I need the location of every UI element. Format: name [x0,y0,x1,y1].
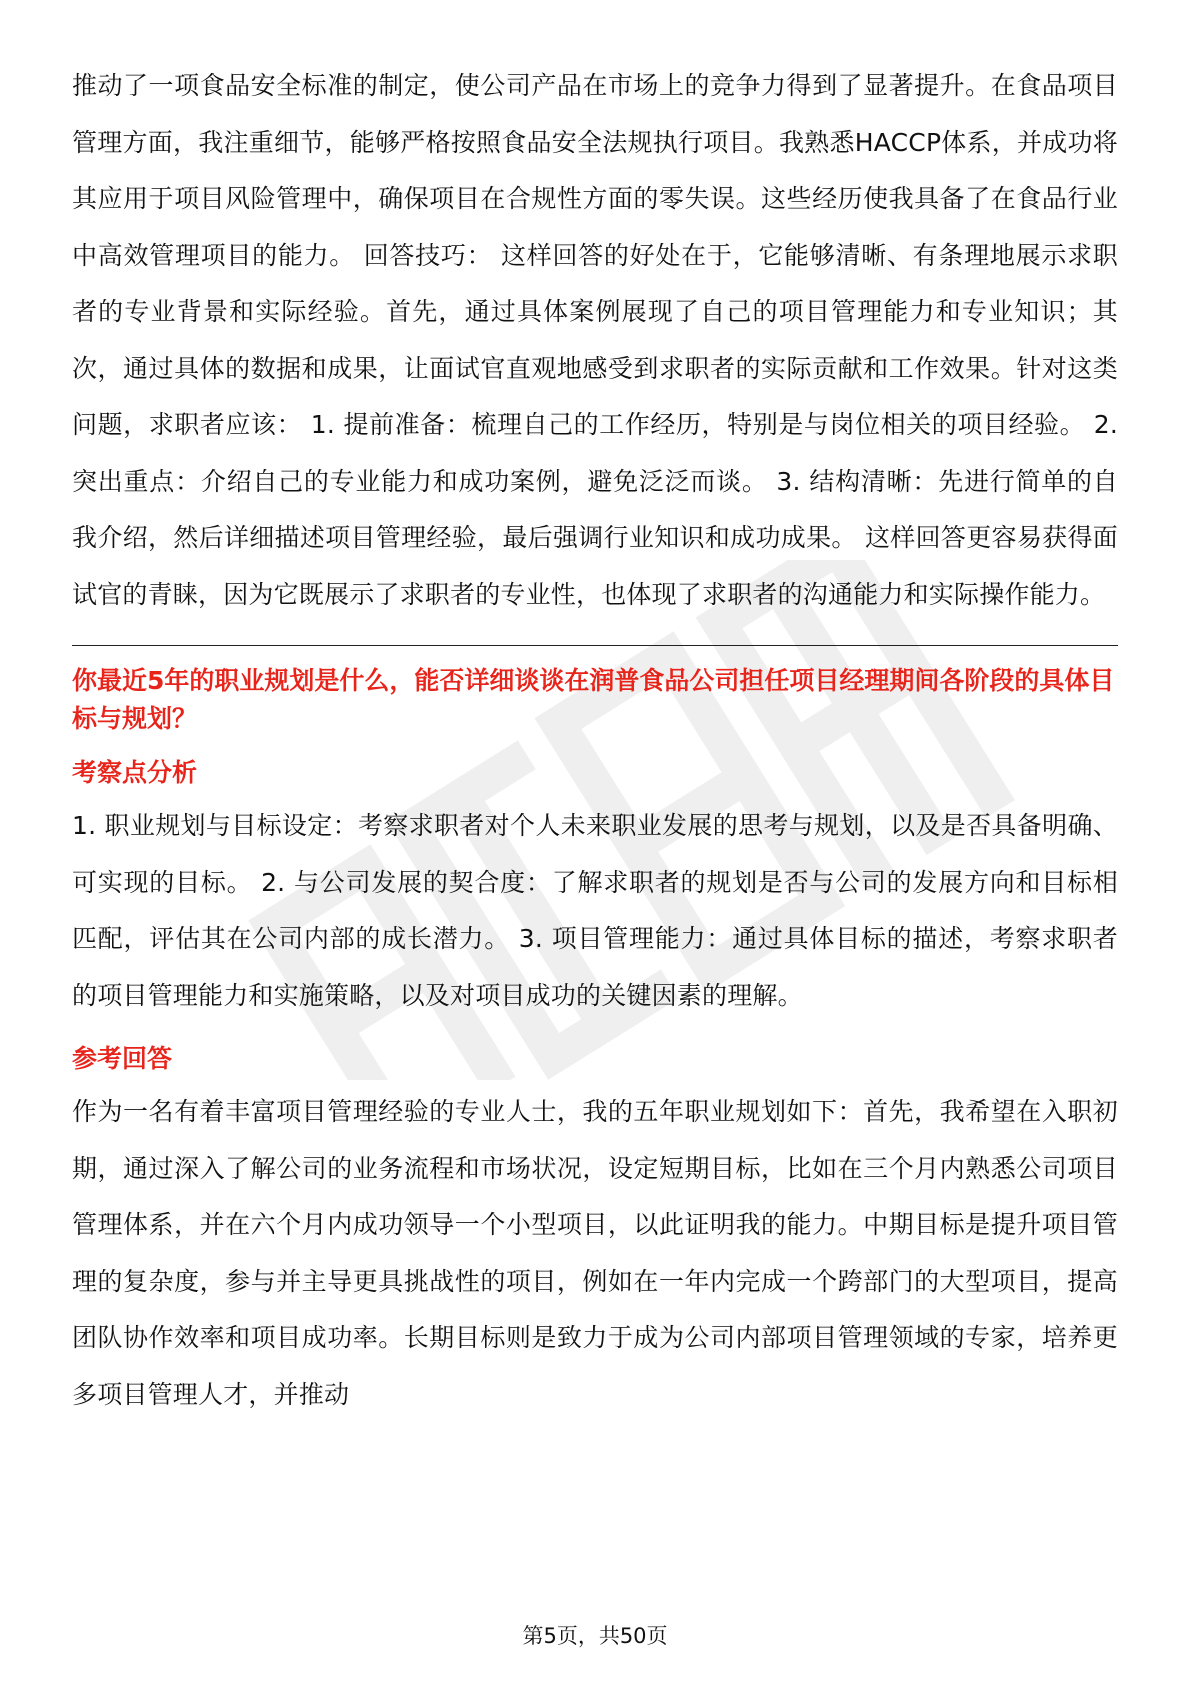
reference-text: 作为一名有着丰富项目管理经验的专业人士，我的五年职业规划如下：首先，我希望在入职初期，通过深入了解公司的业务流程和市场状况，设定短期目标，比如在三个月内熟悉公司项目管理体系，并在六个月内成功领导一个小型项目，以此证明我的能力。中期目标是提升项目管理的复杂度，参与并主导更具挑战性的项目，例如在一年内完成一个跨部门的大型项目，提高团队协作效率和项目成功率。长期目标则是致力于成为公司内部项目管理领域的专家，培养更多项目管理人才，并推动 [72,1097,1118,1409]
document-page [72,58,1118,1423]
page-number: 第5页，共50页 [522,1624,668,1648]
section-gap [72,1024,1118,1040]
section-divider [72,645,1118,646]
analysis-heading: 考察点分析 [72,758,198,787]
intro-paragraph: 推动了一项食品安全标准的制定，使公司产品在市场上的竞争力得到了显著提升。在食品项目管理方面，我注重细节，能够严格按照食品安全法规执行项目。我熟悉HACCP体系，并成功将其应用于项目风险管理中，确保项目在合规性方面的零失误。这些经历使我具备了在食品行业中高效管理项目的能力。 回答技巧： 这样回答的好处在于，它能够清晰、有条理地展示求职者的专业背景和实际经验。首先，通过具体案例展现了自己的项目管理能力和专业知识；其次，通过具体的数据和成果，让面试官直观地感受到求职者的实际贡献和工作效果。针对这类问题，求职者应该： 1. 提前准备：梳理自己的工作经历，特别是与岗位相关的项目经验。 2. 突出重点：介绍自己的专业能力和成功案例，避免泛泛而谈。 3. 结构清晰：先进行简单的自我介绍，然后详细描述项目管理经验，最后强调行业知识和成功成果。 这样回答更容易获得面试官的青睐，因为它既展示了求职者的专业性，也体现了求职者的沟通能力和实际操作能力。 [72,71,1118,609]
reference-heading: 参考回答 [72,1044,173,1073]
interview-question: 你最近5年的职业规划是什么，能否详细谈谈在润普食品公司担任项目经理期间各阶段的具体目标与规划？ [72,666,1115,733]
analysis-text: 1. 职业规划与目标设定：考察求职者对个人未来职业发展的思考与规划，以及是否具备明确、可实现的目标。 2. 与公司发展的契合度：了解求职者的规划是否与公司的发展方向和目标相匹配，评估其在公司内部的成长潜力。 3. 项目管理能力：通过具体目标的描述，考察求职者的项目管理能力和实施策略，以及对项目成功的关键因素的理解。 [72,811,1118,1010]
